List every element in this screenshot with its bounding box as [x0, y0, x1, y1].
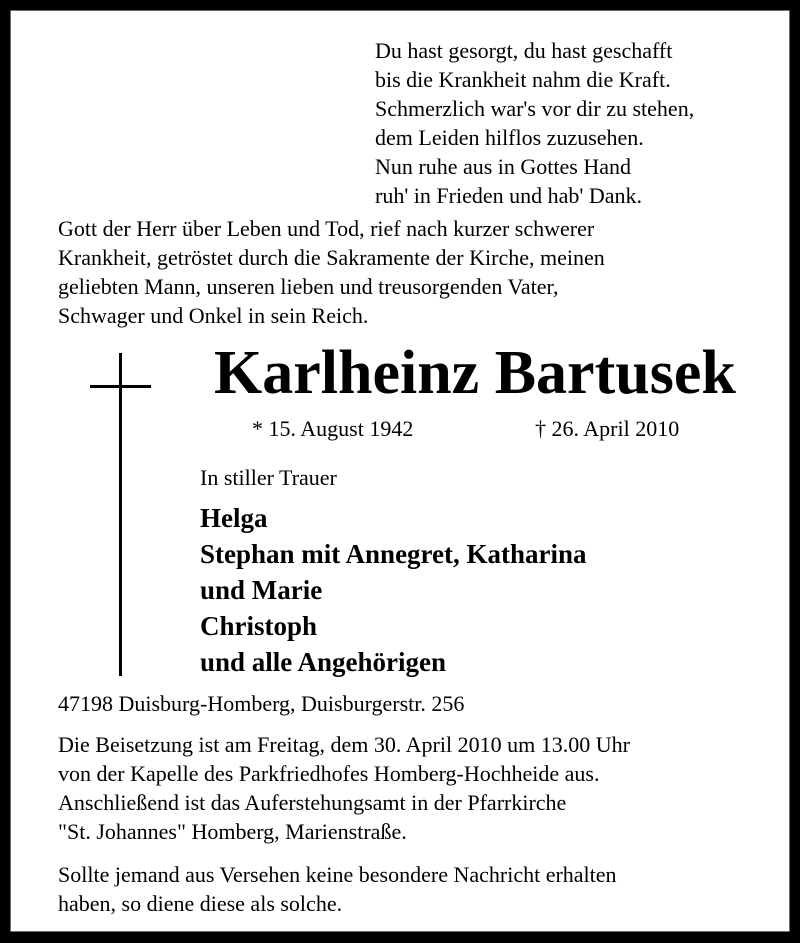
mourner-line: Stephan mit Annegret, Katharina — [200, 539, 587, 569]
funeral-line: Die Beisetzung ist am Freitag, dem 30. April 2010 um 13.00 Uhr — [58, 732, 630, 757]
intro-line: geliebten Mann, unseren lieben und treusorgenden Vater, — [58, 274, 559, 299]
poem-line: Du hast gesorgt, du hast geschafft — [375, 38, 673, 63]
obituary-notice — [10, 10, 790, 932]
cross-vertical-bar — [119, 353, 122, 676]
poem-line: ruh' in Frieden und hab' Dank. — [375, 183, 642, 208]
poem-line: dem Leiden hilflos zuzusehen. — [375, 125, 644, 150]
intro-line: Schwager und Onkel in sein Reich. — [58, 303, 369, 328]
mourning-label: In stiller Trauer — [200, 465, 337, 490]
funeral-line: "St. Johannes" Homberg, Marienstraße. — [58, 819, 407, 844]
death-date: † 26. April 2010 — [535, 416, 680, 441]
poem-line: Nun ruhe aus in Gottes Hand — [375, 154, 632, 179]
poem-line: Schmerzlich war's vor dir zu stehen, — [375, 96, 695, 121]
closing-note — [58, 860, 617, 918]
mourner-line: und Marie — [200, 575, 323, 605]
poem — [375, 36, 694, 210]
funeral-details — [58, 730, 630, 846]
deceased-name: Karlheinz Bartusek — [214, 339, 736, 407]
mourner-line: und alle Angehörigen — [200, 647, 447, 677]
intro-line: Gott der Herr über Leben und Tod, rief nach kurzer schwerer — [58, 216, 595, 241]
intro-line: Krankheit, getröstet durch die Sakramente der Kirche, meinen — [58, 245, 605, 270]
funeral-line: von der Kapelle des Parkfriedhofes Homberg-Hochheide aus. — [58, 761, 600, 786]
closing-line: haben, so diene diese als solche. — [58, 891, 343, 916]
mourners-list — [200, 500, 587, 680]
intro-paragraph — [58, 214, 605, 330]
mourner-line: Christoph — [200, 611, 318, 641]
poem-line: bis die Krankheit nahm die Kraft. — [375, 67, 671, 92]
closing-line: Sollte jemand aus Versehen keine besondere Nachricht erhalten — [58, 862, 617, 887]
cross-horizontal-bar — [90, 385, 151, 388]
birth-date: * 15. August 1942 — [252, 416, 414, 441]
mourner-line: Helga — [200, 503, 268, 533]
funeral-line: Anschließend ist das Auferstehungsamt in der Pfarrkirche — [58, 790, 567, 815]
family-address: 47198 Duisburg-Homberg, Duisburgerstr. 256 — [58, 691, 465, 716]
